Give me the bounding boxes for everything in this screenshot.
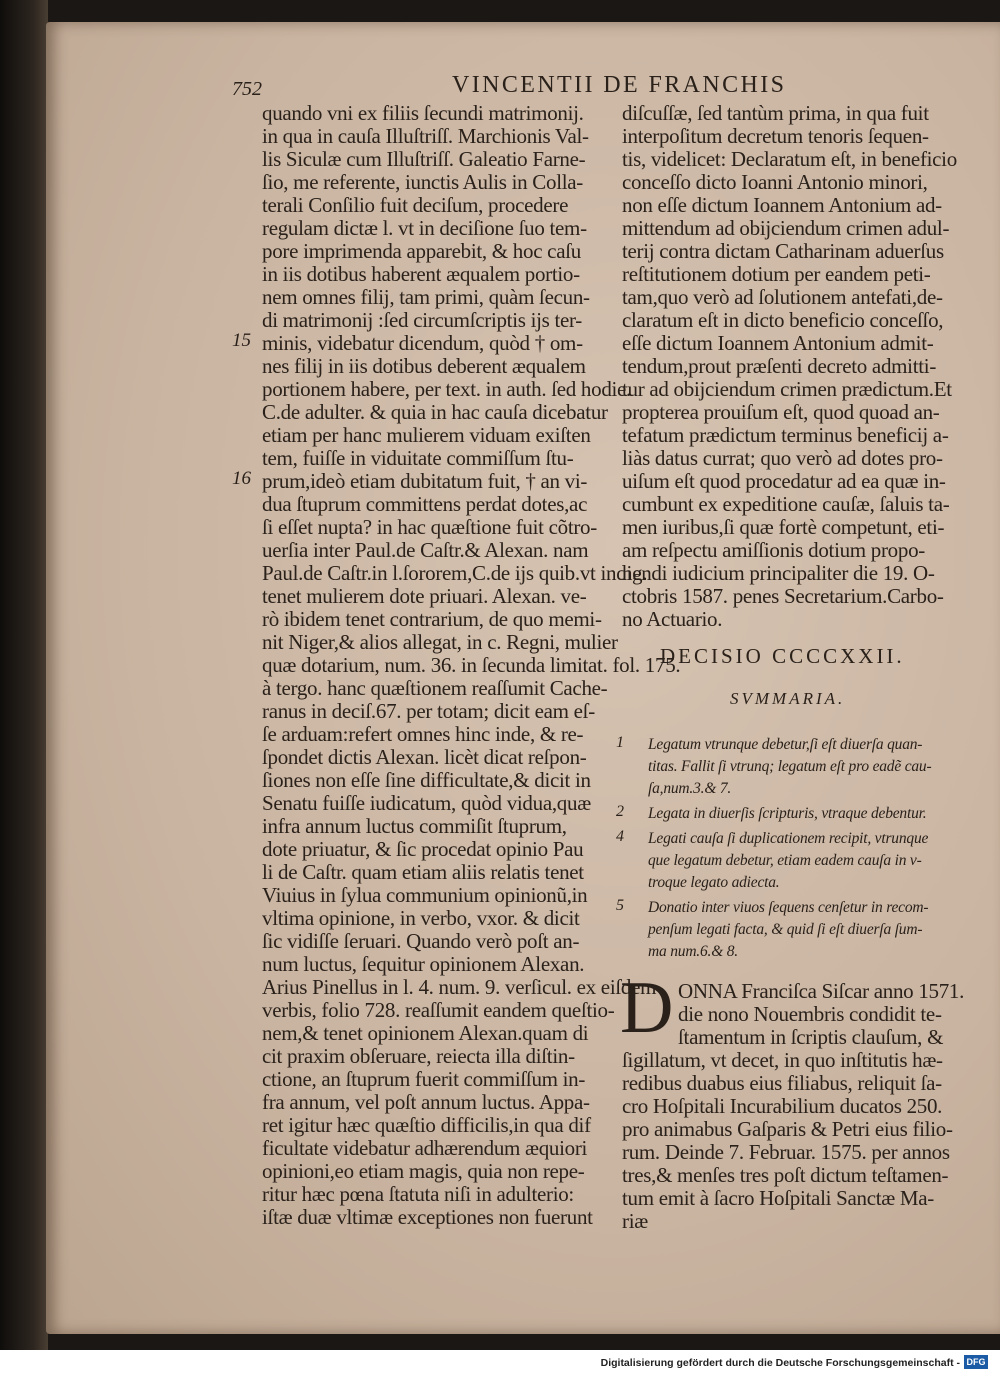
text-line: ſiones non eſſe ſine difficultate,& dicit in	[262, 768, 591, 792]
text-line: ſio, me referente, iunctis Aulis in Colla-	[262, 170, 583, 194]
margin-number: 16	[232, 468, 251, 489]
summaria-line: titas. Fallit ſi vtrunq; legatum eſt pro eadẽ cau-	[648, 758, 932, 775]
text-line: ſe arduam:refert omnes hinc inde, & re-	[262, 722, 584, 746]
text-line: propterea prouiſum eſt, quod quoad an-	[622, 400, 940, 424]
dfg-logo: DFG	[964, 1355, 988, 1369]
text-line: C.de adulter. & quia in hac cauſa dicebatur	[262, 400, 608, 424]
text-line: Viuius in ſylua communium opinionũ,in	[262, 883, 588, 907]
decisio-title: DECISIO CCCCXXII.	[660, 644, 905, 668]
text-line: in iis dotibus haberent æqualem portio-	[262, 262, 580, 286]
text-line: Senatu fuiſſe iudicatum, quòd vidua,quæ	[262, 791, 591, 815]
text-line: non eſſe dictum Ioannem Antonium ad-	[622, 193, 942, 217]
text-line: di matrimonij :ſed circumſcriptis ijs ter-	[262, 308, 582, 332]
text-line: quando vni ex filiis ſecundi matrimonij.	[262, 101, 584, 125]
text-line: nes filij in iis dotibus deberent æqualem	[262, 354, 586, 378]
text-line: ONNA Franciſca Siſcar anno 1571.	[678, 979, 965, 1003]
text-line: ficultate videbatur adhærendum æquiori	[262, 1136, 588, 1160]
text-line: eſſe dictum Ioannem Antonium admit-	[622, 331, 934, 355]
text-line: no Actuario.	[622, 607, 723, 631]
text-line: regulam dictæ l. vt in deciſione ſuo tem-	[262, 216, 587, 240]
text-line: die nono Nouembris condidit te-	[678, 1002, 942, 1026]
text-line: tres,& menſes tres poſt dictum teſtamen-	[622, 1163, 949, 1187]
text-line: men iuribus,ſi quæ fortè competunt, eti-	[622, 515, 945, 539]
page-number: 752	[232, 78, 262, 100]
text-line: nendi iudicium principaliter die 19. O-	[622, 561, 935, 585]
right-text-column	[622, 102, 964, 631]
text-line: ritur hæc pœna ſtatuta niſi in adulterio:	[262, 1182, 574, 1206]
text-line: ctobris 1587. penes Secretarium.Carbo-	[622, 584, 944, 608]
summaria-number: 4	[616, 828, 624, 845]
summaria-number: 1	[616, 734, 624, 751]
text-line: ſigillatum, vt decet, in quo inſtitutis hæ-	[622, 1048, 943, 1072]
text-line: tenet mulierem dote priuari. Alexan. ve-	[262, 584, 587, 608]
text-line: ſic vidiſſe ſeruari. Quando verò poſt an-	[262, 929, 580, 953]
summaria-entry	[616, 897, 966, 963]
book-edge	[0, 0, 48, 1350]
text-line: riæ	[622, 1209, 648, 1233]
text-line: in qua in cauſa Illuſtriſſ. Marchionis Val-	[262, 124, 589, 148]
text-line: prum,ideò etiam dubitatum fuit, † an vi-	[262, 469, 588, 493]
text-line: mittendum ad obijciendum crimen adul-	[622, 216, 950, 240]
text-line: ctione, an ſtuprum fuerit commiſſum in-	[262, 1067, 586, 1091]
text-line: Paul.de Caſtr.in l.ſororem,C.de ijs quib.vt indig.	[262, 561, 648, 585]
summaria-line: Legati cauſa ſi duplicationem recipit, vtrunque	[648, 830, 929, 847]
footer-credit: Digitalisierung gefördert durch die Deutsche Forschungsgemeinschaft -	[600, 1357, 960, 1369]
text-line: iſtæ duæ vltimæ exceptiones non fuerunt	[262, 1205, 593, 1229]
summaria-line: que legatum debetur, etiam eadem cauſa in v-	[648, 852, 922, 869]
text-line: terij contra dictam Catharinam aduerſus	[622, 239, 944, 263]
text-line: diſcuſſæ, ſed tantùm prima, in qua fuit	[622, 101, 929, 125]
text-line: tum emit à ſacro Hoſpitali Sanctæ Ma-	[622, 1186, 934, 1210]
text-line: verbis, folio 728. reaſſumit eandem queſtio-	[262, 998, 615, 1022]
summaria-line: troque legato adiecta.	[648, 874, 780, 891]
running-head: VINCENTII DE FRANCHIS	[452, 72, 787, 98]
summaria-list	[616, 734, 966, 966]
drop-cap: D	[620, 967, 674, 1049]
text-line: infra annum luctus commiſit ſtuprum,	[262, 814, 567, 838]
text-line: pro animabus Gaſparis & Petri eius filio-	[622, 1117, 953, 1141]
text-line: claratum eſt in dicto beneficio conceſſo,	[622, 308, 944, 332]
text-line: conceſſo dicto Ioanni Antonio minori,	[622, 170, 928, 194]
summaria-entry	[616, 828, 966, 894]
summaria-entry	[616, 734, 966, 800]
margin-number: 15	[232, 330, 251, 351]
text-line: tis, videlicet: Declaratum eſt, in beneficio	[622, 147, 957, 171]
summaria-entry	[616, 803, 966, 825]
text-line: ſi eſſet nupta? in hac quæſtione fuit cõtro-	[262, 515, 597, 539]
text-line: minis, videbatur dicendum, quòd † om-	[262, 331, 583, 355]
text-line: rò ibidem tenet contrarium, de quo memi-	[262, 607, 602, 631]
text-line: lis Siculæ cum Illuſtriſſ. Galeatio Farne-	[262, 147, 586, 171]
summaria-line: Legata in diuerſis ſcripturis, vtraque debentur.	[648, 805, 927, 822]
summaria-line: Legatum vtrunque debetur,ſi eſt diuerſa quan-	[648, 736, 923, 753]
text-line: opinioni,eo etiam magis, quia non repe-	[262, 1159, 585, 1183]
text-line: tendum,prout præſenti decreto admitti-	[622, 354, 937, 378]
text-line: cro Hoſpitali Incurabilium ducatos 250.	[622, 1094, 943, 1118]
text-line: etiam per hanc mulierem viduam exiſten	[262, 423, 591, 447]
text-line: portionem habere, per text. in auth. ſed hodie.	[262, 377, 632, 401]
text-line: cit praxim obſeruare, reiecta illa diſtin-	[262, 1044, 575, 1068]
text-line: nem omnes filij, tam primi, quàm ſecun-	[262, 285, 590, 309]
text-line: ret igitur hæc quæſtio difficilis,in qua dif	[262, 1113, 591, 1137]
text-line: cumbunt ex expeditione cauſæ, ſaluis ta-	[622, 492, 950, 516]
text-line: tam,quo verò ad ſolutionem antefati,de-	[622, 285, 943, 309]
text-line: reſtitutionem dotium per eandem peti-	[622, 262, 931, 286]
summaria-line: penſum legati facta, & quid ſi eſt diuerſa ſum-	[648, 921, 923, 938]
text-line: quæ dotarium, num. 36. in ſecunda limitat. fol. 175.	[262, 653, 681, 677]
text-line: liàs datus currat; quo verò ad dotes pro-	[622, 446, 943, 470]
text-line: ſpondet dictis Alexan. licèt dicat reſpon-	[262, 745, 587, 769]
summaria-number: 2	[616, 803, 624, 820]
text-line: pore imprimenda apparebit, & hoc caſu	[262, 239, 581, 263]
summaria-line: ſa,num.3.& 7.	[648, 780, 732, 797]
text-line: li de Caſtr. quam etiam aliis relatis tenet	[262, 860, 584, 884]
text-line: à tergo. hanc quæſtionem reaſſumit Cache-	[262, 676, 608, 700]
text-line: redibus duabus eius filiabus, reliquit ſa-	[622, 1071, 942, 1095]
text-line: terali Conſilio fuit deciſum, procedere	[262, 193, 569, 217]
text-line: interpoſitum decretum tenoris ſequen-	[622, 124, 929, 148]
text-line: tem, fuiſſe in viduitate commiſſum ſtu-	[262, 446, 574, 470]
decision-body	[622, 980, 964, 1233]
text-line: tur ad obijciendum crimen prædictum.Et	[622, 377, 952, 401]
text-line: num luctus, ſequitur opinionem Alexan.	[262, 952, 585, 976]
text-line: nit Niger,& alios allegat, in c. Regni, mulier	[262, 630, 618, 654]
text-line: Arius Pinellus in l. 4. num. 9. verſicul. ex eiſdem	[262, 975, 657, 999]
text-line: am reſpectu amiſſionis dotium propo-	[622, 538, 925, 562]
summaria-line: Donatio inter viuos ſequens cenſetur in recom-	[648, 899, 929, 916]
text-line: vltima opinione, in verbo, vxor. & dicit	[262, 906, 580, 930]
summaria-number: 5	[616, 897, 624, 914]
text-line: tefatum prædictum terminus beneficij a-	[622, 423, 949, 447]
summaria-title: SVMMARIA.	[730, 689, 846, 708]
text-line: uerſia inter Paul.de Caſtr.& Alexan. nam	[262, 538, 589, 562]
text-line: uiſum eſt quod procedatur ad ea quæ in-	[622, 469, 946, 493]
text-line: rum. Deinde 7. Februar. 1575. per annos	[622, 1140, 950, 1164]
text-line: dote priuatur, & ſic procedat opinio Pau	[262, 837, 584, 861]
text-line: ſtamentum in ſcriptis clauſum, &	[678, 1025, 944, 1049]
text-line: nem,& tenet opinionem Alexan.quam di	[262, 1021, 589, 1045]
text-line: dua ſtuprum committens perdat dotes,ac	[262, 492, 588, 516]
summaria-line: ma num.6.& 8.	[648, 943, 738, 960]
text-line: fra annum, vel poſt annum luctus. Appa-	[262, 1090, 590, 1114]
text-line: ranus in deciſ.67. per totam; dicit eam eſ-	[262, 699, 595, 723]
